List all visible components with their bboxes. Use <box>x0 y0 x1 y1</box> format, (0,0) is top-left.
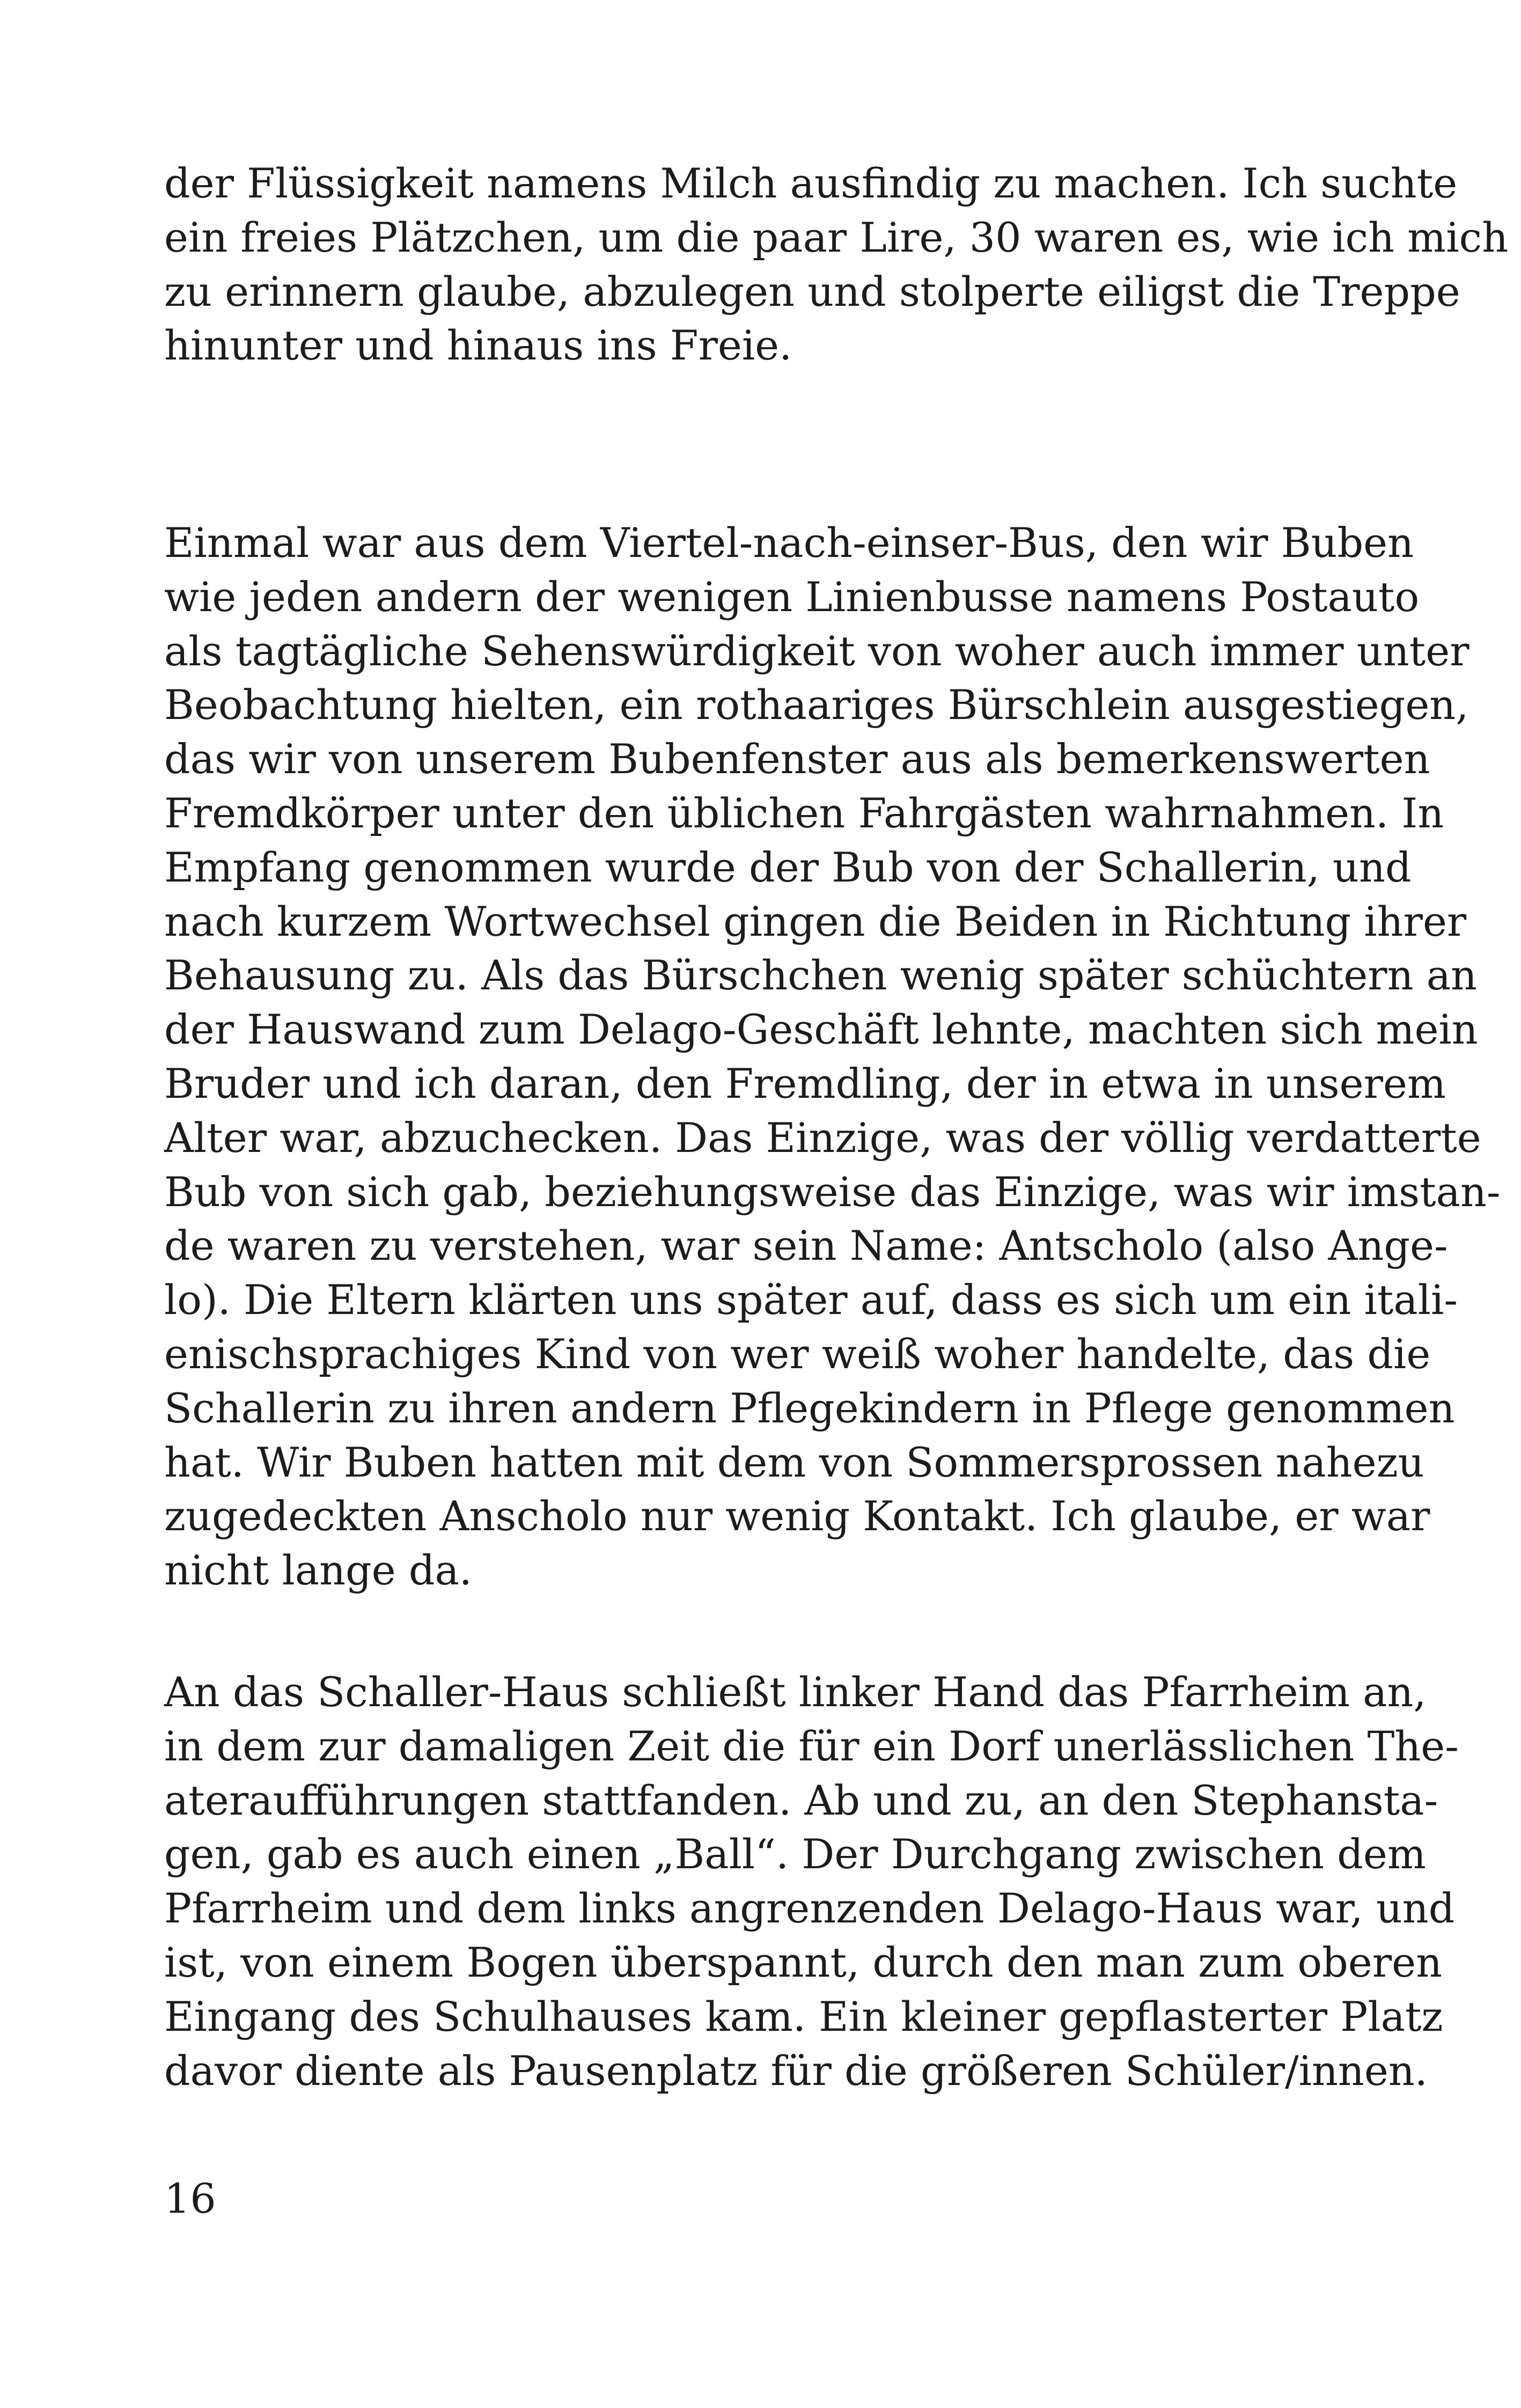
text-line: Bruder und ich daran, den Fremdling, der in etwa in unserem <box>164 1059 1446 1107</box>
text-line: enischsprachiges Kind von wer weiß woher handelte, das die <box>164 1330 1431 1378</box>
text-line: Beobachtung hielten, ein rothaariges Bürschlein ausgestiegen, <box>164 681 1469 729</box>
paragraph-2 <box>164 516 1501 1598</box>
text-line: ist, von einem Bogen überspannt, durch den man zum oberen <box>164 1938 1443 1986</box>
text-line: Bub von sich gab, beziehungsweise das Einzige, was wir imstan- <box>164 1168 1501 1216</box>
text-line: nicht lange da. <box>164 1546 472 1595</box>
text-line: de waren zu verstehen, war sein Name: Antscholo (also Ange- <box>164 1222 1448 1270</box>
text-line: lo). Die Eltern klärten uns später auf, dass es sich um ein itali- <box>164 1276 1458 1324</box>
text-line: An das Schaller-Haus schließt linker Hand das Pfarrheim an, <box>164 1668 1427 1716</box>
text-line: hat. Wir Buben hatten mit dem von Sommersprossen nahezu <box>164 1438 1424 1486</box>
text-line: Eingang des Schulhauses kam. Ein kleiner gepflasterter Platz <box>164 1992 1443 2040</box>
text-line: hinunter und hinaus ins Freie. <box>164 321 792 370</box>
paragraph-1 <box>164 157 1509 373</box>
page-number: 16 <box>164 2175 216 2222</box>
text-line: Einmal war aus dem Viertel-nach-einser-Bus, den wir Buben <box>164 519 1414 567</box>
text-line: gen, gab es auch einen „Ball“. Der Durchgang zwischen dem <box>164 1830 1426 1878</box>
text-line: als tagtägliche Sehenswürdigkeit von woher auch immer unter <box>164 627 1469 675</box>
paragraph-3 <box>164 1665 1459 2098</box>
text-line: zugedeckten Anscholo nur wenig Kontakt. Ich glaube, er war <box>164 1492 1430 1540</box>
text-line: Empfang genommen wurde der Bub von der Schallerin, und <box>164 843 1412 891</box>
text-line: der Hauswand zum Delago-Geschäft lehnte, machten sich mein <box>164 1005 1478 1054</box>
text-line: zu erinnern glaube, abzulegen und stolperte eiligst die Treppe <box>164 267 1460 315</box>
text-line: Behausung zu. Als das Bürschchen wenig später schüchtern an <box>164 951 1477 1000</box>
text-line: ein freies Plätzchen, um die paar Lire, 30 waren es, wie ich mich <box>164 213 1509 261</box>
text-line: davor diente als Pausenplatz für die größeren Schüler/innen. <box>164 2046 1428 2095</box>
text-line: wie jeden andern der wenigen Linienbusse namens Postauto <box>164 572 1420 621</box>
text-line: ateraufführungen stattfanden. Ab und zu, an den Stephansta- <box>164 1776 1438 1824</box>
text-line: Fremdkörper unter den üblichen Fahrgästen wahrnahmen. In <box>164 789 1444 837</box>
text-line: der Flüssigkeit namens Milch ausfindig zu machen. Ich suchte <box>164 159 1458 207</box>
text-line: das wir von unserem Bubenfenster aus als bemerkenswerten <box>164 735 1430 783</box>
text-line: nach kurzem Wortwechsel gingen die Beiden in Richtung ihrer <box>164 897 1467 945</box>
text-line: Pfarrheim und dem links angrenzenden Delago-Haus war, und <box>164 1884 1455 1933</box>
text-line: Alter war, abzuchecken. Das Einzige, was der völlig verdatterte <box>164 1113 1481 1162</box>
text-line: Schallerin zu ihren andern Pflegekindern in Pflege genommen <box>164 1384 1455 1432</box>
text-line: in dem zur damaligen Zeit die für ein Dorf unerlässlichen The- <box>164 1722 1459 1770</box>
